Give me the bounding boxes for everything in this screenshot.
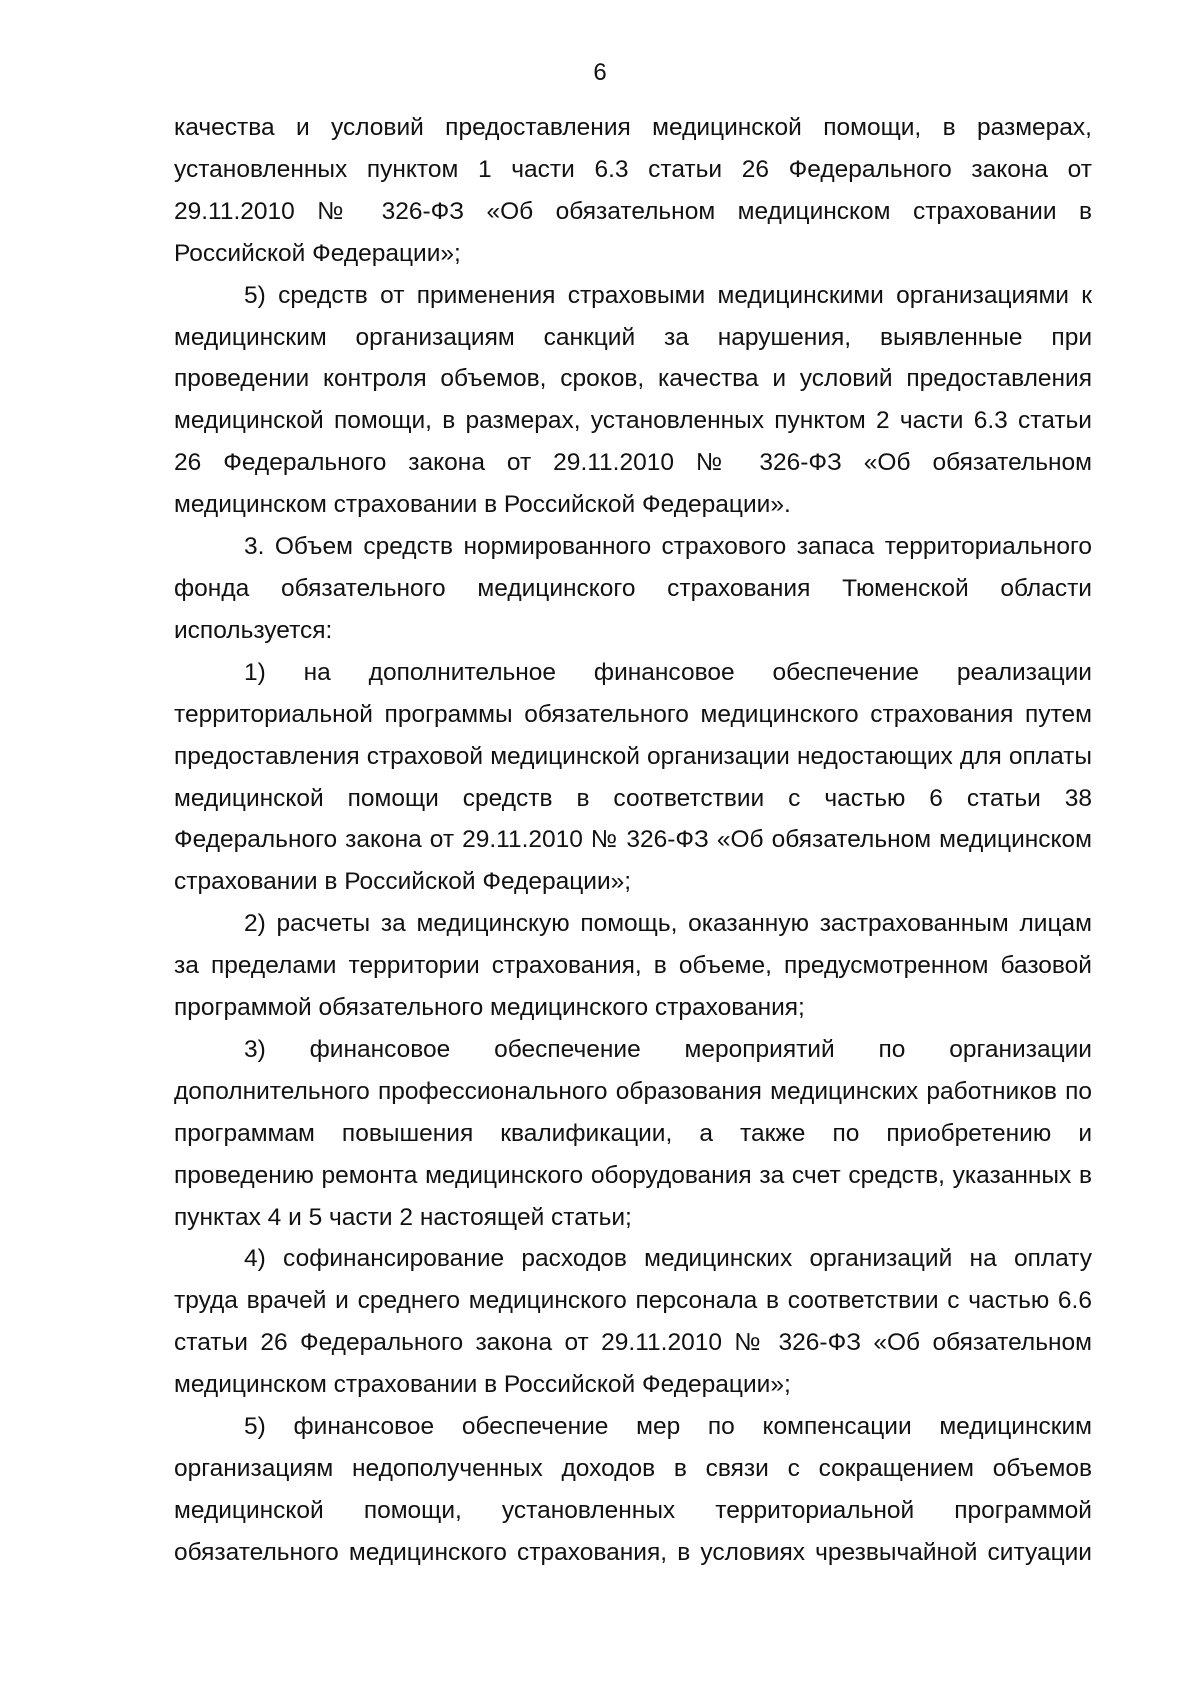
page-number: 6 (593, 59, 607, 86)
paragraph-item-5-compensation: 5) финансовое обеспечение мер по компенсации медицинским организациям недополученных доходов в связи с сокращением объемов медицинской помощи, установленных территориальной программой обязательного медицинского страхования, в условиях чрезвычайной ситуации (174, 1413, 1092, 1566)
document-body (174, 107, 1092, 1574)
paragraph-item-2: 2) расчеты за медицинскую помощь, оказанную застрахованным лицам за пределами территории страхования, в объеме, предусмотренном базовой программой обязательного медицинского страхования; (174, 910, 1092, 1022)
paragraph-item-5-sanctions: 5) средств от применения страховыми медицинскими организациями к медицинским организациям санкций за нарушения, выявленные при проведении контроля объемов, сроков, качества и условий предоставления медицинской помощи, в размерах, установленных пунктом 2 части 6.3 статьи 26 Федерального закона от 29.11.2010 № 326-ФЗ «Об обязательном медицинском страховании в Российской Федерации». (174, 281, 1092, 519)
paragraph-item-3: 3) финансовое обеспечение мероприятий по организации дополнительного профессионального образования медицинских работников по программам повышения квалификации, а также по приобретению и проведению ремонта медицинского оборудования за счет средств, указанных в пунктах 4 и 5 части 2 настоящей статьи; (174, 1035, 1092, 1231)
paragraph-item-1: 1) на дополнительное финансовое обеспечение реализации территориальной программы обязательного медицинского страхования путем предоставления страховой медицинской организации недостающих для оплаты медицинской помощи средств в соответствии с частью 6 статьи 38 Федерального закона от 29.11.2010 № 326-ФЗ «Об обязательном медицинском страховании в Российской Федерации»; (174, 658, 1092, 896)
paragraph-section-3: 3. Объем средств нормированного страхового запаса территориального фонда обязательного медицинского страхования Тюменской области используется: (174, 533, 1092, 644)
paragraph-item-4: 4) софинансирование расходов медицинских организаций на оплату труда врачей и среднего медицинского персонала в соответствии с частью 6.6 статьи 26 Федерального закона от 29.11.2010 № 326-ФЗ «Об обязательном медицинском страховании в Российской Федерации»; (174, 1245, 1092, 1399)
paragraph-continuation: качества и условий предоставления медицинской помощи, в размерах, установленных пунктом 1 части 6.3 статьи 26 Федерального закона от 29.11.2010 № 326-ФЗ «Об обязательном медицинском страховании в Российской Федерации»; (174, 114, 1092, 267)
